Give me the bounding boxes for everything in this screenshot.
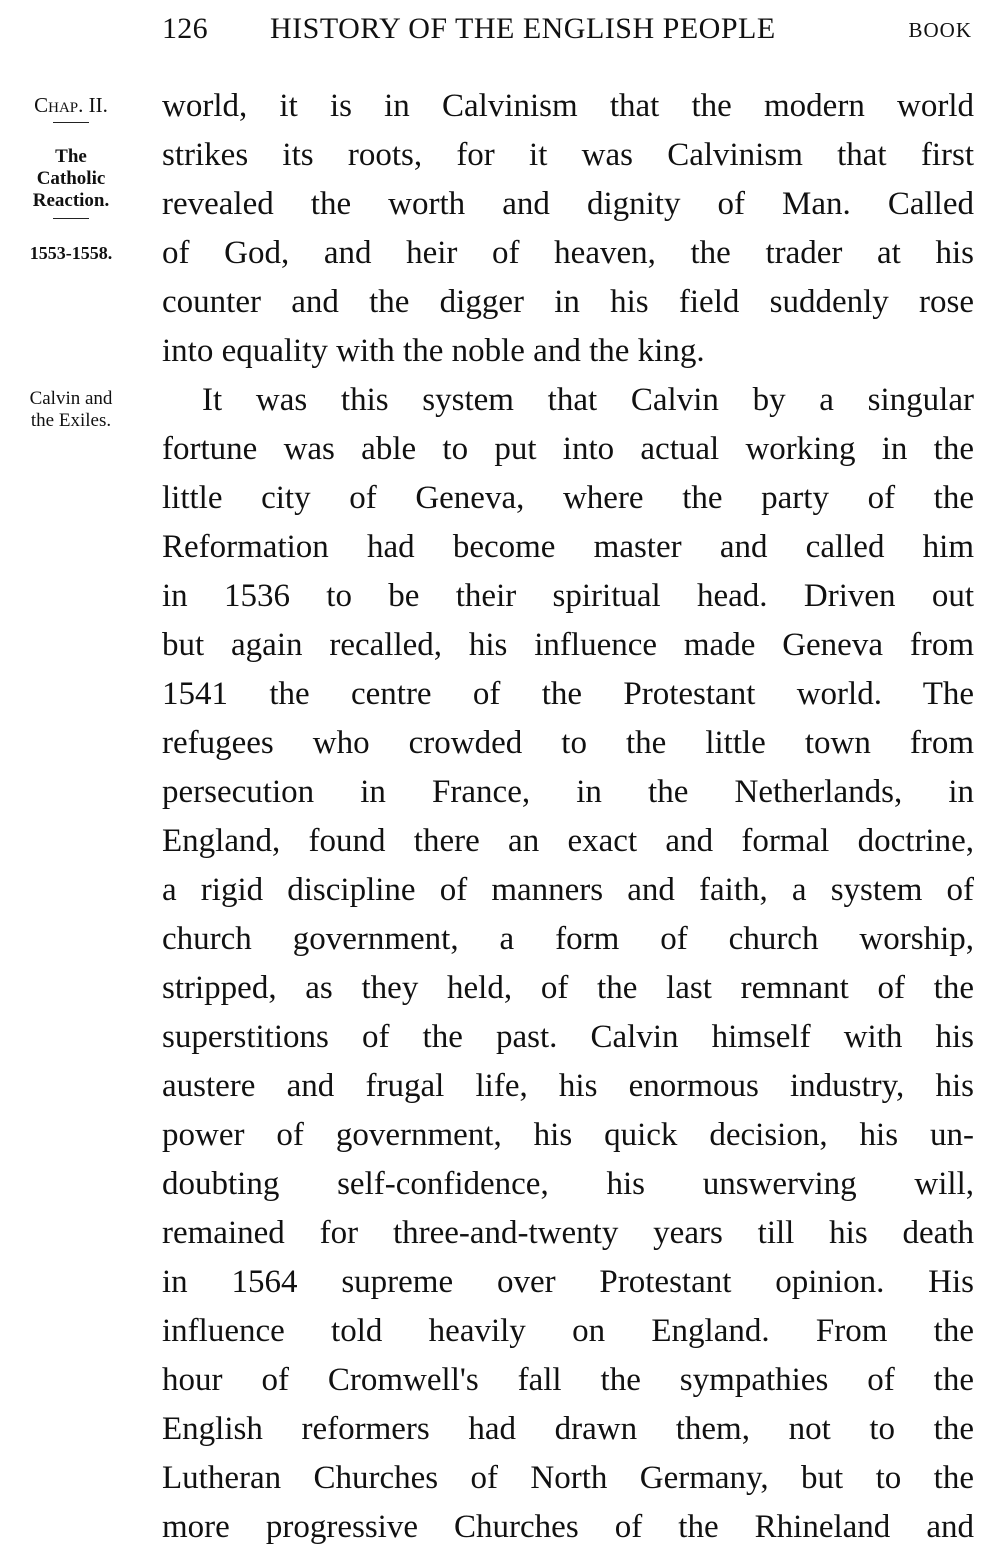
body-line: of God, and heir of heaven, the trader at his (162, 235, 974, 271)
sidenote-section (2, 388, 140, 432)
body-line: strikes its roots, for it was Calvinism that first (162, 137, 974, 173)
page-number: 126 (162, 12, 208, 45)
sidenote-dates (2, 242, 140, 264)
body-line: remained for three-and-twenty years till his death (162, 1215, 974, 1251)
sidenote-chapter-text: Chap. II. (34, 93, 108, 117)
book-label: BOOK (908, 18, 972, 42)
body-line: superstitions of the past. Calvin himself with his (162, 1019, 974, 1055)
sidenote-rule (53, 218, 89, 219)
sidenote-chapter (2, 94, 140, 129)
body-line: fortune was able to put into actual working in the (162, 431, 974, 467)
body-line: 1541 the centre of the Protestant world. The (162, 676, 974, 712)
body-line: world, it is in Calvinism that the modern world (162, 88, 974, 124)
body-line: Lutheran Churches of North Germany, but to the (162, 1460, 974, 1496)
sidenote-rule (53, 122, 89, 123)
body-line: in 1564 supreme over Protestant opinion. His (162, 1264, 974, 1300)
sidenote-topic (2, 146, 140, 225)
running-header (162, 12, 972, 56)
body-line: refugees who crowded to the little town from (162, 725, 974, 761)
body-line: but again recalled, his influence made Geneva from (162, 627, 974, 663)
body-line: doubting self-confidence, his unswerving will, (162, 1166, 974, 1202)
sidenote-topic-line: Reaction. (32, 190, 110, 211)
sidenote-dates-text: 1553-1558. (29, 243, 113, 263)
body-line: power of government, his quick decision, his un- (162, 1117, 974, 1153)
body-line: revealed the worth and dignity of Man. Called (162, 186, 974, 222)
body-line: little city of Geneva, where the party of the (162, 480, 974, 516)
sidenote-section-line: the Exiles. (30, 410, 112, 431)
sidenote-section-line: Calvin and (29, 388, 113, 409)
body-line: hour of Cromwell's fall the sympathies of the (162, 1362, 974, 1398)
sidenote-topic-line: The (55, 146, 87, 167)
body-line: England, found there an exact and formal doctrine, (162, 823, 974, 859)
body-line: It was this system that Calvin by a singular (202, 382, 974, 418)
body-line: austere and frugal life, his enormous industry, his (162, 1068, 974, 1104)
body-text (162, 82, 974, 1552)
body-line: church government, a form of church worship, (162, 921, 974, 957)
body-line: persecution in France, in the Netherlands, in (162, 774, 974, 810)
body-line: counter and the digger in his field suddenly rose (162, 284, 974, 320)
body-line: a rigid discipline of manners and faith, a system of (162, 872, 974, 908)
body-line: into equality with the noble and the king. (162, 333, 705, 369)
body-line: influence told heavily on England. From the (162, 1313, 974, 1349)
body-line: more progressive Churches of the Rhineland and (162, 1509, 974, 1545)
sidenote-topic-line: Catholic (36, 168, 106, 189)
body-line: in 1536 to be their spiritual head. Driven out (162, 578, 974, 614)
body-line: Reformation had become master and called him (162, 529, 974, 565)
running-title: HISTORY OF THE ENGLISH PEOPLE (270, 12, 776, 45)
body-line: English reformers had drawn them, not to the (162, 1411, 974, 1447)
body-line: stripped, as they held, of the last remnant of the (162, 970, 974, 1006)
